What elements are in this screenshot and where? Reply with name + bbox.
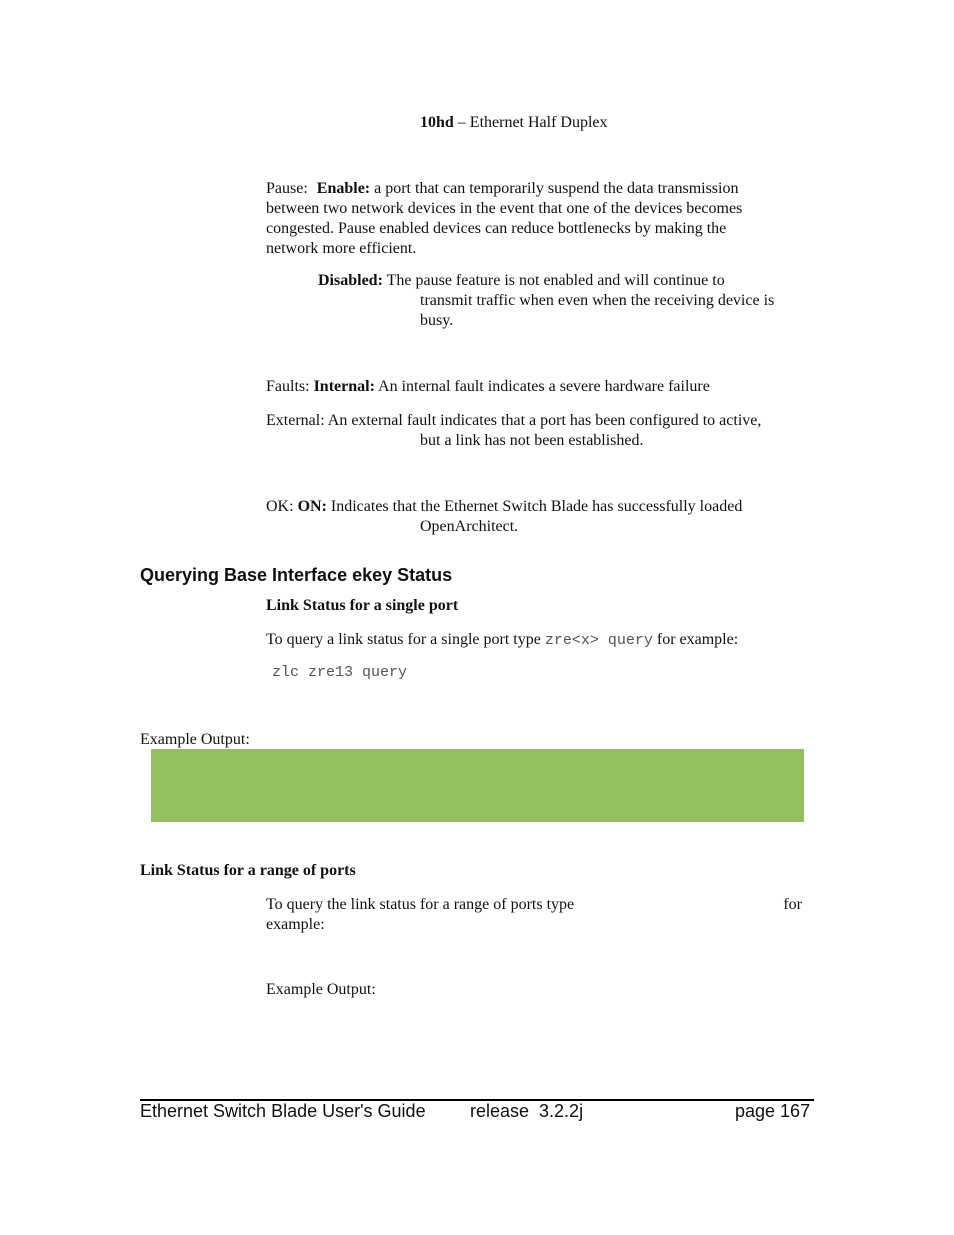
speed-10hd-term: 10hd: [420, 114, 454, 131]
section-heading: Querying Base Interface ekey Status: [140, 565, 453, 585]
pause-enable-text-1: a port that can temporarily suspend the data transmission: [370, 180, 739, 197]
pause-line-3: congested. Pause enabled devices can reduce bottlenecks by making the: [266, 220, 727, 237]
pause-line-2: between two network devices in the event that one of the devices becomes: [266, 200, 743, 217]
ok-paragraph: [266, 497, 811, 537]
pause-disabled-paragraph: [318, 271, 808, 331]
faults-label: Faults:: [266, 378, 314, 395]
faults-external-line-1: External: An external fault indicates that a port has been configured to active,: [266, 412, 762, 429]
faults-internal-line: [266, 377, 710, 397]
single-port-command: zlc zre13 query: [272, 664, 408, 681]
example-output-box: [151, 749, 804, 822]
single-port-text-after: for example:: [652, 631, 739, 648]
range-ports-text-right: for: [783, 896, 802, 913]
pause-enable-term: Enable:: [316, 180, 371, 197]
ok-line-2: OpenArchitect.: [420, 518, 519, 535]
single-port-instruction: [266, 630, 738, 651]
disabled-text-1: The pause feature is not enabled and will continue to: [382, 272, 725, 289]
disabled-line-1: [318, 271, 808, 291]
disabled-line-3: busy.: [420, 312, 454, 329]
pause-disabled-term: Disabled:: [318, 272, 383, 289]
ok-line-1: [266, 497, 811, 517]
footer-title: Ethernet Switch Blade User's Guide: [140, 1101, 426, 1121]
faults-internal-term: Internal:: [313, 378, 375, 395]
range-ports-example-output-label: Example Output:: [266, 981, 376, 998]
footer-release: release 3.2.2j: [470, 1101, 584, 1121]
range-ports-heading: Link Status for a range of ports: [140, 862, 356, 879]
ok-text-1: Indicates that the Ethernet Switch Blade has successfully loaded: [326, 498, 743, 515]
ok-on-term: ON:: [297, 498, 327, 515]
pause-paragraph: [266, 179, 806, 259]
disabled-line-2: transmit traffic when even when the receiving device is: [420, 292, 775, 309]
footer-page-number: page 167: [735, 1101, 811, 1121]
pause-label: Pause:: [266, 180, 308, 197]
speed-10hd-line: [420, 113, 608, 133]
speed-10hd-desc: – Ethernet Half Duplex: [453, 114, 608, 131]
faults-external-paragraph: [266, 411, 811, 451]
faults-internal-desc: An internal fault indicates a severe hardware failure: [374, 378, 710, 395]
single-port-example-output-label: Example Output:: [140, 731, 250, 748]
pause-line-1: [266, 179, 806, 199]
single-port-code: zre<x> query: [544, 632, 653, 649]
range-ports-instruction: [266, 895, 802, 935]
range-ports-text-left: To query the link status for a range of ports type: [266, 896, 575, 913]
ok-label: OK:: [266, 498, 298, 515]
faults-external-line-2: but a link has not been established.: [420, 432, 644, 449]
range-ports-line-2: example:: [266, 916, 325, 933]
single-port-text-before: To query a link status for a single port type: [266, 631, 545, 648]
range-ports-line-1: [266, 895, 802, 915]
pause-line-4: network more efficient.: [266, 240, 417, 257]
single-port-heading: Link Status for a single port: [266, 597, 459, 614]
